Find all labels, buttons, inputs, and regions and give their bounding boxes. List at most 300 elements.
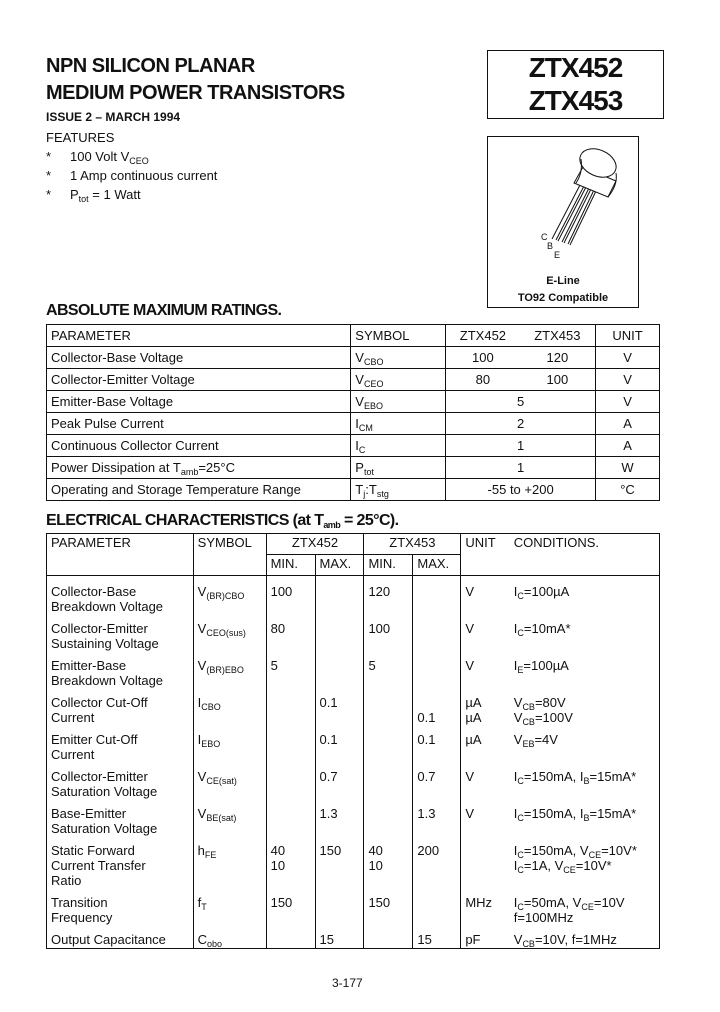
amr-symbol-letter: V [355,372,364,387]
ec-condition-text: =1A, V [523,858,564,873]
ec-value-text: 15 [417,932,432,947]
ec-parameter-text: Current Transfer [51,858,146,873]
ec-value-min2 [364,615,413,652]
ec-condition-line [514,858,655,873]
ec-symbol-sub: (BR)EBO [206,665,244,675]
ec-condition-line [514,895,655,910]
ec-value-line: 10 [368,858,383,873]
ec-unit-text: MHz [465,895,493,910]
ec-value-text: 120 [368,584,391,599]
ec-parameter-text: Breakdown Voltage [51,599,164,614]
ec-symbol-sub: FE [204,850,217,860]
ec-value-text: 100 [270,584,293,599]
ec-value-min2 [364,837,413,889]
ec-row [47,800,660,837]
ec-symbol-letter: I [197,732,202,747]
ec-value-max2 [413,926,461,949]
ec-unit [461,889,510,926]
ec-unit-text: µA [465,710,482,725]
ec-condition-text: I [513,584,518,599]
amr-parameter-sub: amb [180,467,199,477]
amr-parameter [47,369,351,391]
ec-row [47,926,660,949]
to92-package-icon [488,137,638,267]
ec-condition-line [514,769,655,784]
ec-condition-sub: CE [563,865,576,875]
amr-parameter-post: =25°C [198,460,235,475]
ec-parameter-text: Breakdown Voltage [51,673,164,688]
ec-condition-line [514,932,655,947]
amr-parameter-text: Peak Pulse Current [51,416,164,431]
ec-condition-text: =100µA [523,584,570,599]
ec-value-text: 0.1 [417,732,436,747]
ec-value-min1 [266,576,315,616]
ec-value-min2 [364,763,413,800]
ec-value-max2 [413,800,461,837]
ec-condition-text: I [513,843,518,858]
ec-value-max1 [315,576,364,616]
amr-symbol-letter: T [355,482,364,497]
ec-value-text: 0.7 [319,769,338,784]
amr-value-ztx452: 80 [446,369,520,391]
ec-condition-sub: EB [522,739,535,749]
amr-symbol-sub: j [363,489,366,499]
ec-unit-line [465,584,505,599]
ec-header-ztx452: ZTX452 [266,534,364,555]
ec-parameter-line [51,695,189,710]
ec-parameter [47,926,194,949]
ec-value-max2 [413,837,461,889]
ec-condition-text: I [513,621,518,636]
ec-value-min2 [364,689,413,726]
ec-value-max1 [315,763,364,800]
ec-symbol-letter: h [197,843,205,858]
ec-parameter-line [51,806,189,821]
amr-value-ztx453: 100 [520,369,596,391]
amr-symbol-sub: CM [358,423,373,433]
ec-value-min1 [266,726,315,763]
ec-parameter-text: Emitter-Base [51,658,127,673]
ec-header-max-ztx452: MAX. [315,555,364,576]
ec-condition-text: =10V, f=1MHz [534,932,617,947]
amr-row [47,435,660,457]
ec-parameter-line [51,621,189,636]
ec-condition-text: =10V* [575,858,612,873]
ec-unit [461,689,510,726]
ec-value-min1 [266,652,315,689]
ec-condition-sub: E [517,665,524,675]
ec-heading: ELECTRICAL CHARACTERISTICS (at $T_{amb} = 25^\circ C$). [46,512,399,530]
ec-symbol-sub: T [201,902,207,912]
ec-row [47,576,660,616]
ec-symbol [193,726,266,763]
ec-unit-line [465,769,505,784]
ec-parameter [47,615,194,652]
pin-c-label: C [541,232,548,242]
ec-header-ztx453: ZTX453 [364,534,461,555]
ec-value-max1 [315,926,364,949]
ec-value-max1 [315,689,364,726]
ec-value-max1 [315,800,364,837]
amr-symbol-sub: CEO [363,379,384,389]
features-list [46,147,217,204]
feature-subscript: CEO [129,156,149,166]
ec-header-conditions: CONDITIONS. [510,534,660,576]
ec-symbol [193,889,266,926]
amr-parameter [47,457,351,479]
amr-symbol [351,479,446,501]
amr-symbol [351,391,446,413]
ec-condition-sub: C [517,902,524,912]
ec-parameter-text: Static Forward [51,843,135,858]
ec-symbol [193,576,266,616]
amr-symbol-letter: P [355,460,364,475]
ec-row [47,652,660,689]
ec-unit-text: V [465,769,474,784]
ec-parameter [47,763,194,800]
ec-parameter [47,652,194,689]
ec-unit [461,615,510,652]
ec-value-max2 [413,763,461,800]
amr-symbol [351,457,446,479]
ec-row [47,889,660,926]
features-section [46,128,217,204]
ec-parameter [47,576,194,616]
amr-value: 2 [446,413,596,435]
ec-parameter-line [51,673,189,688]
ec-parameter [47,889,194,926]
amr-symbol-letter-2: :T [365,482,377,497]
amr-row [47,347,660,369]
ec-unit-text: V [465,658,474,673]
ec-value-text: 0.1 [319,732,338,747]
ec-parameter-line [51,932,189,947]
amr-heading: ABSOLUTE MAXIMUM RATINGS. [46,302,282,319]
ec-conditions [510,652,660,689]
ec-condition-line [514,658,655,673]
ec-condition-text: =50mA, V [523,895,582,910]
ec-symbol-sub: CE(sat) [206,776,237,786]
amr-parameter-text: Continuous Collector Current [51,438,219,453]
amr-parameter [47,479,351,501]
ec-parameter-text: Collector Cut-Off [51,695,148,710]
amr-symbol-sub: tot [363,467,374,477]
ec-value-min1 [266,615,315,652]
ec-condition-sub: CB [522,702,535,712]
absolute-max-ratings-table [46,324,660,501]
ec-parameter-line [51,895,189,910]
ec-header-min-ztx452: MIN. [266,555,315,576]
amr-unit: V [596,347,660,369]
ec-value-text: 100 [368,621,391,636]
electrical-characteristics-table [46,533,660,949]
ec-value-text: 80 [270,621,286,636]
ec-parameter-text: Current [51,710,95,725]
ec-value-min1 [266,837,315,889]
ec-value-line [417,695,456,710]
ec-unit-text: µA [465,695,482,710]
ec-condition-text: =150mA, I [523,769,584,784]
ec-row [47,689,660,726]
amr-parameter [47,435,351,457]
ec-parameter-line [51,599,189,614]
ec-value-max2 [413,889,461,926]
amr-value-ztx452: 100 [446,347,520,369]
ec-parameter-line [51,732,189,747]
ec-value-min1 [266,889,315,926]
ec-parameter-text: Collector-Base [51,584,137,599]
ec-symbol [193,689,266,726]
amr-symbol-letter: I [355,416,359,431]
ec-symbol [193,800,266,837]
amr-symbol-sub-2: stg [376,489,389,499]
ec-parameter-text: Emitter Cut-Off [51,732,138,747]
ec-symbol-letter: C [197,932,208,947]
page-number: 3-177 [332,976,363,990]
ec-parameter-text: Collector-Emitter [51,621,148,636]
ec-condition-line [514,732,655,747]
ec-condition-text: V [513,695,523,710]
amr-value: 1 [446,457,596,479]
pin-b-label: B [547,241,554,251]
amr-symbol-letter: V [355,394,364,409]
amr-symbol-letter: V [355,350,364,365]
amr-value: -55 to +200 [446,479,596,501]
ec-value-max1 [315,652,364,689]
ec-conditions [510,576,660,616]
amr-unit: A [596,435,660,457]
part-number-2: ZTX453 [528,85,623,116]
ec-symbol-sub: CBO [201,702,221,712]
ec-value-max1 [315,889,364,926]
ec-unit-text: pF [465,932,481,947]
ec-parameter-text: Current [51,747,95,762]
ec-parameter-line [51,584,189,599]
ec-unit-text: V [465,584,474,599]
ec-condition-sub: C [517,628,524,638]
package-box [487,136,639,308]
bullet-marker: * [46,149,52,164]
ec-condition-sub: C [517,850,524,860]
ec-parameter-line [51,873,189,888]
ec-parameter-text: Saturation Voltage [51,784,158,799]
ec-value-max1 [315,615,364,652]
ec-conditions [510,763,660,800]
ec-condition-text: I [513,895,518,910]
ec-condition-sub: CB [522,939,535,949]
ec-value-text: 0.7 [417,769,436,784]
ec-condition-line [514,695,655,710]
amr-header-ztx453: ZTX453 [520,325,596,347]
amr-header-symbol: SYMBOL [351,325,446,347]
ec-value-text: 5 [270,658,278,673]
ec-unit [461,837,510,889]
ec-row [47,615,660,652]
ec-symbol-letter: V [197,584,207,599]
part-number-box [487,50,664,119]
ec-parameter [47,726,194,763]
amr-symbol [351,347,446,369]
ec-unit-text: V [465,621,474,636]
ec-symbol-letter: V [197,769,207,784]
amr-symbol-sub: C [358,445,366,455]
ec-condition-text: V [513,732,523,747]
ec-condition-sub: C [517,813,524,823]
amr-header-ztx452: ZTX452 [446,325,520,347]
ec-condition-text: I [513,858,518,873]
ec-conditions [510,889,660,926]
ec-conditions [510,689,660,726]
ec-condition-text: I [513,806,518,821]
ec-parameter-line [51,858,189,873]
amr-unit: V [596,391,660,413]
ec-unit-line [465,895,505,910]
ec-value-min2 [364,726,413,763]
amr-symbol-sub: EBO [363,401,383,411]
ec-condition-sub: B [583,776,590,786]
ec-parameter-line [51,658,189,673]
amr-row [47,413,660,435]
amr-parameter-text: Collector-Emitter Voltage [51,372,195,387]
ec-symbol-letter: V [197,806,207,821]
ec-value-min2 [364,926,413,949]
ec-symbol-letter: V [197,658,207,673]
amr-header-row [47,325,660,347]
amr-parameter-text: Emitter-Base Voltage [51,394,174,409]
ec-condition-sub: C [517,591,524,601]
amr-value-ztx453: 120 [520,347,596,369]
ec-value-min1 [266,800,315,837]
ec-value-max2 [413,652,461,689]
ec-condition-text: =150mA, I [523,806,584,821]
amr-unit: A [596,413,660,435]
amr-parameter [47,347,351,369]
ec-condition-text: =15mA* [589,806,637,821]
document-title [46,53,345,107]
ec-parameter-line [51,710,189,725]
ec-condition-text: V [513,710,523,725]
ec-parameter-line [51,910,189,925]
ec-unit-text: V [465,806,474,821]
ec-condition-text: =150mA, V [523,843,589,858]
ec-condition-line [514,910,655,925]
ec-condition-line [514,710,655,725]
amr-unit: V [596,369,660,391]
bullet-marker: * [46,168,52,183]
ec-parameter-text: Base-Emitter [51,806,127,821]
ec-parameter-line [51,821,189,836]
amr-symbol-sub: CBO [363,357,384,367]
ec-parameter-text: Output Capacitance [51,932,166,947]
ec-condition-text: =100V [534,710,573,725]
ec-symbol-letter: f [197,895,202,910]
amr-header-unit: UNIT [596,325,660,347]
ec-value-min1 [266,689,315,726]
ec-conditions [510,800,660,837]
ec-value-text: 0.1 [319,695,338,710]
ec-unit-line [465,806,505,821]
ec-unit [461,800,510,837]
ec-condition-line [514,621,655,636]
ec-unit [461,726,510,763]
ec-value-min2 [364,800,413,837]
ec-value-max2 [413,726,461,763]
package-name: E-Line [546,275,580,287]
ec-parameter-text: Saturation Voltage [51,821,158,836]
ec-header-symbol: SYMBOL [193,534,266,576]
ec-symbol-sub: BE(sat) [206,813,237,823]
amr-symbol [351,413,446,435]
ec-parameter-text: Ratio [51,873,82,888]
ec-conditions [510,837,660,889]
feature-item [46,185,217,204]
title-line-2: MEDIUM POWER TRANSISTORS [46,82,345,104]
ec-symbol-sub: CEO(sus) [206,628,246,638]
ec-symbol [193,926,266,949]
pin-e-label: E [554,250,561,260]
ec-unit [461,576,510,616]
ec-symbol [193,652,266,689]
ec-symbol [193,837,266,889]
ec-condition-line [514,843,655,858]
ec-condition-sub: CE [581,902,594,912]
ec-condition-text: V [513,932,523,947]
ec-value-min2 [364,576,413,616]
ec-parameter-text: Collector-Emitter [51,769,148,784]
feature-text-post: = 1 Watt [88,187,141,202]
ec-value-line: 0.1 [417,710,436,725]
ec-symbol [193,615,266,652]
amr-row [47,479,660,501]
ec-unit-line [465,710,505,725]
ec-condition-sub: CE [588,850,602,860]
feature-text-main: 1 Amp continuous current [70,168,218,183]
amr-symbol-letter: I [355,438,359,453]
ec-symbol-sub: (BR)CBO [206,591,245,601]
ec-symbol-letter: I [197,695,202,710]
ec-value-text: 150 [368,895,391,910]
package-compat: TO92 Compatible [517,292,609,304]
amr-parameter-text: Collector-Base Voltage [51,350,184,365]
feature-subscript: tot [78,194,89,204]
ec-value-line: 40 [368,843,383,858]
features-heading: FEATURES [46,130,115,145]
ec-condition-sub: C [517,865,524,875]
ec-parameter-line [51,843,189,858]
ec-value-max1 [315,726,364,763]
amr-symbol [351,369,446,391]
ec-condition-sub: C [517,776,524,786]
ec-conditions [510,615,660,652]
ec-parameter [47,837,194,889]
ec-value-max2 [413,689,461,726]
ec-conditions [510,926,660,949]
ec-condition-line [514,584,655,599]
amr-unit: W [596,457,660,479]
ec-unit [461,652,510,689]
ec-value-text: 1.3 [417,806,436,821]
ec-parameter-line [51,784,189,799]
ec-condition-text: =10mA* [523,621,571,636]
ec-symbol-sub: obo [207,939,223,949]
ec-unit-line [465,695,505,710]
ec-unit-line [465,732,505,747]
feature-text [70,185,141,204]
ec-value-min2 [364,889,413,926]
feature-item [46,147,217,166]
ec-header-max-ztx453: MAX. [413,555,461,576]
ec-row [47,763,660,800]
